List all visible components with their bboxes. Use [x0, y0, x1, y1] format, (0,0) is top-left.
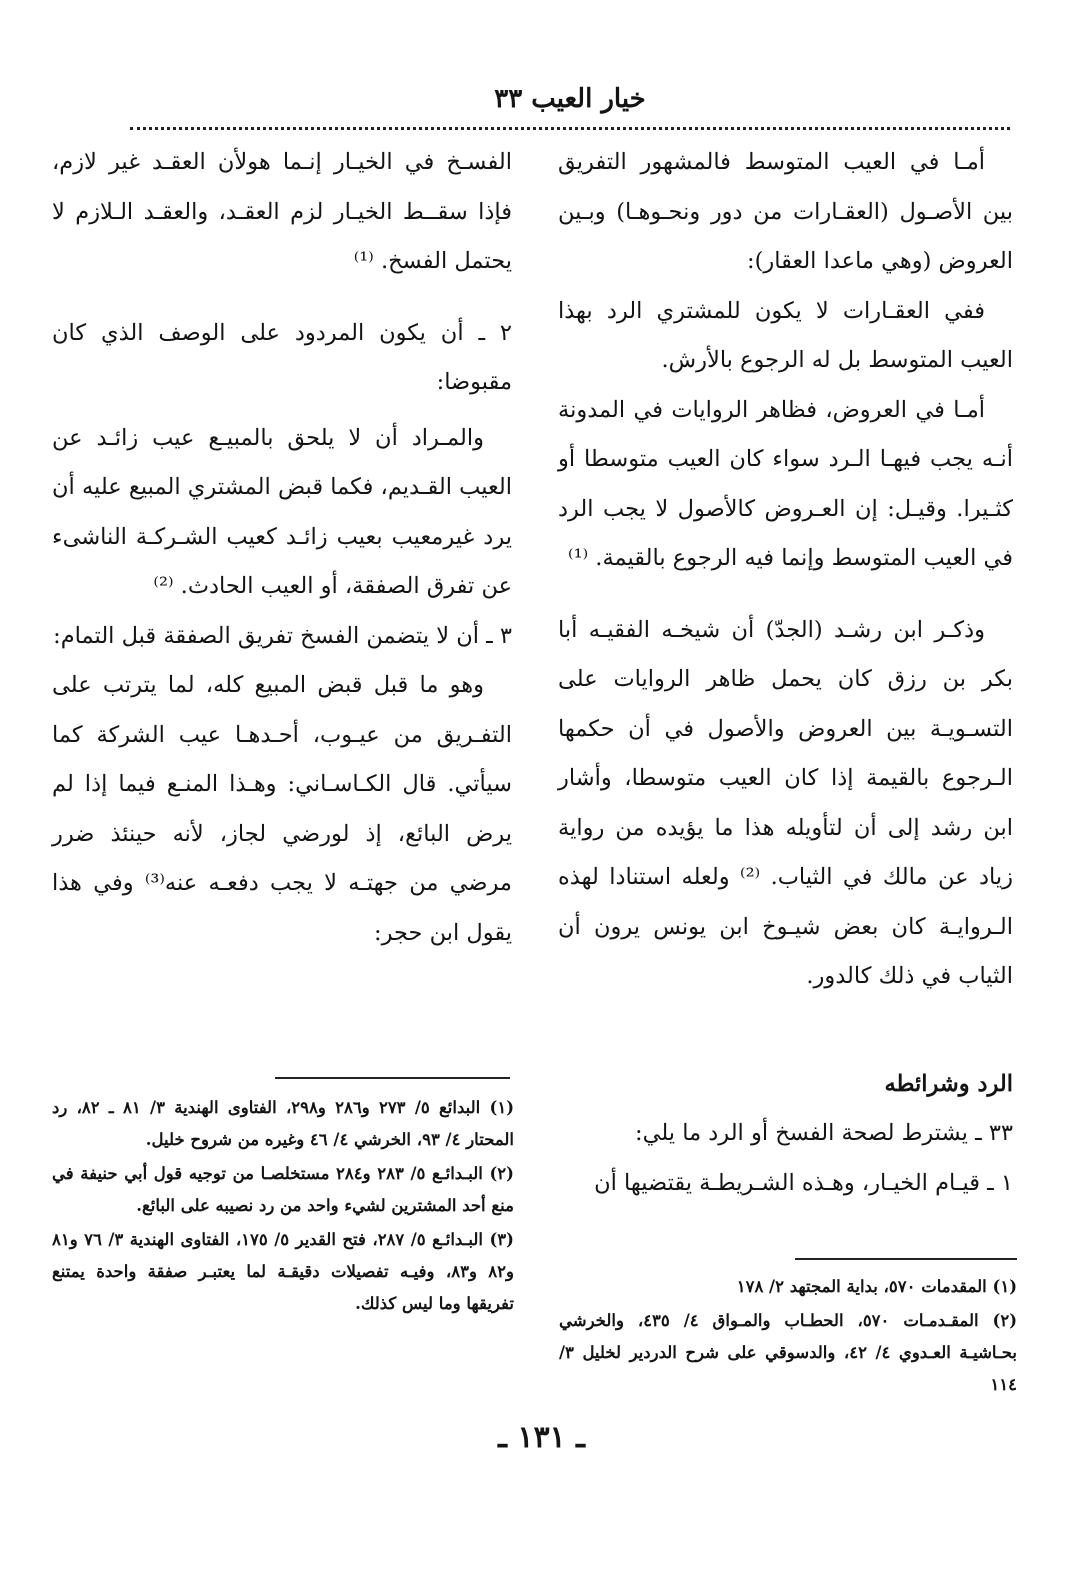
paragraph: ٣ ـ أن لا يتضمن الفسخ تفريق الصفقة قبل التمام:	[53, 622, 512, 649]
paragraph: وذكـر ابن رشـد (الجدّ) أن شيخـه الفقيـه أبا بكر بن رزق كان يحمل ظاهر الروايات على التسـويـة بين العروض والأصول في أن حكمها الـرجوع بالقيمة إذا كان العيب متوسطا، وأشار ابن رشد إلى أن لتأويله هذا ما يؤيده من رواية زياد عن مالك في الثياب. ⁽²⁾ ولعله استنادا لهذه الـروايـة كان بعض شيـوخ ابن يونس يرون أن الثياب في ذلك كالدور.	[558, 616, 1013, 989]
paragraph: الفسـخ في الخيـار إنـما هولأن العقـد غير لازم، فإذا سقــط الخيـار لزم العقـد، والعقـد الـلازم لا يحتمل الفسخ. ⁽¹⁾	[52, 149, 512, 274]
footnotes-left	[52, 1092, 514, 1322]
footnote-divider	[275, 1077, 510, 1079]
paragraph: ففي العقـارات لا يكون للمشتري الرد بهذا العيب المتوسط بل له الرجوع بالأرش.	[558, 297, 1013, 373]
footnote: (١) المقدمات ٥٧٠، بداية المجتهد ٢/ ١٧٨	[736, 1277, 1017, 1296]
paragraph-gap	[52, 287, 512, 309]
paragraph: والمـراد أن لا يلحق بالمبيـع عيب زائـد عن العيب القـديم، فكما قبض المشتري المبيع عليه أن يرد غيرمعيب بعيب زائـد كعيب الشـركـة الناشىء عن تفرق الصفقة، أو العيب الحادث. ⁽²⁾	[52, 424, 512, 599]
paragraph: أمـا في العروض، فظاهر الروايات في المدونة أنـه يجب فيهـا الـرد سواء كان العيب متوسطا أو كثـيرا. وقيـل: إن العـروض كالأصول لا يجب الرد في العيب المتوسط وإنما فيه الرجوع بالقيمة. ⁽¹⁾	[558, 396, 1013, 571]
footnote: (٣) البـدائـع ٥/ ٢٨٧، فتح القدير ٥/ ١٧٥، الفتاوى الهندية ٣/ ٧٦ و٨١ و٨٢ و٨٣، وفيـه تفصيلات دقيقـة لما يعتبـر صفقة واحدة يمتنع تفريقها وما ليس كذلك.	[52, 1230, 514, 1313]
left-column	[52, 138, 512, 958]
footnotes-right	[559, 1271, 1017, 1403]
footnote: (٢) البـدائـع ٥/ ٢٨٣ و٢٨٤ مستخلصـا من توجيه قول أبي حنيفة في منع أحد المشترين لشيء واحد من رد نصيبه على البائع.	[52, 1164, 514, 1215]
section-title: الرد وشرائطه	[884, 1070, 1013, 1097]
footnote: (١) البدائع ٥/ ٢٧٣ و٢٨٦ و٢٩٨، الفتاوى الهندية ٣/ ٨١ ـ ٨٢، رد المحتار ٤/ ٩٣، الخرشي ٤/ ٤٦ وغيره من شروح خليل.	[52, 1098, 514, 1149]
running-header: خيار العيب ٣٣	[494, 84, 646, 114]
paragraph: وهو ما قبل قبض المبيع كله، لما يترتب على التفـريق من عيـوب، أحـدهـا عيب الشركة كما سيأتي. قال الكـاسـاني: وهـذا المنـع فيما إذا لم يرض البائع، إذ لورضي لجاز، لأنه حينئذ ضرر مرضي من جهتـه لا يجب دفعـه عنه⁽³⁾ وفي هذا يقول ابن حجر:	[52, 672, 512, 946]
paragraph-gap	[558, 584, 1013, 606]
paragraph: ١ ـ قيـام الخيـار، وهـذه الشـريطـة يقتضيها أن	[594, 1169, 1013, 1196]
paragraph: ٢ ـ أن يكون المردود على الوصف الذي كان مقبوضا:	[52, 319, 512, 395]
right-column	[558, 138, 1013, 1208]
footnote: (٢) المقـدمـات ٥٧٠، الحطـاب والمـواق ٤/ ٤٣٥، والخرشي بحـاشيـة العـدوي ٤/ ٤٢، والدسوقي على شرح الدردير لخليل ٣/ ١١٤	[559, 1311, 1017, 1394]
header-dotted-rule	[130, 127, 1010, 130]
page-number: ـ ١٣١ ـ	[498, 1420, 585, 1455]
paragraph: أمـا في العيب المتوسط فالمشهور التفريق بين الأصـول (العقـارات من دور ونحـوهـا) وبـين العروض (وهي ماعدا العقار):	[558, 149, 1013, 274]
paragraph: ٣٣ ـ يشترط لصحة الفسخ أو الرد ما يلي:	[635, 1120, 1013, 1146]
footnote-divider	[795, 1258, 1017, 1260]
